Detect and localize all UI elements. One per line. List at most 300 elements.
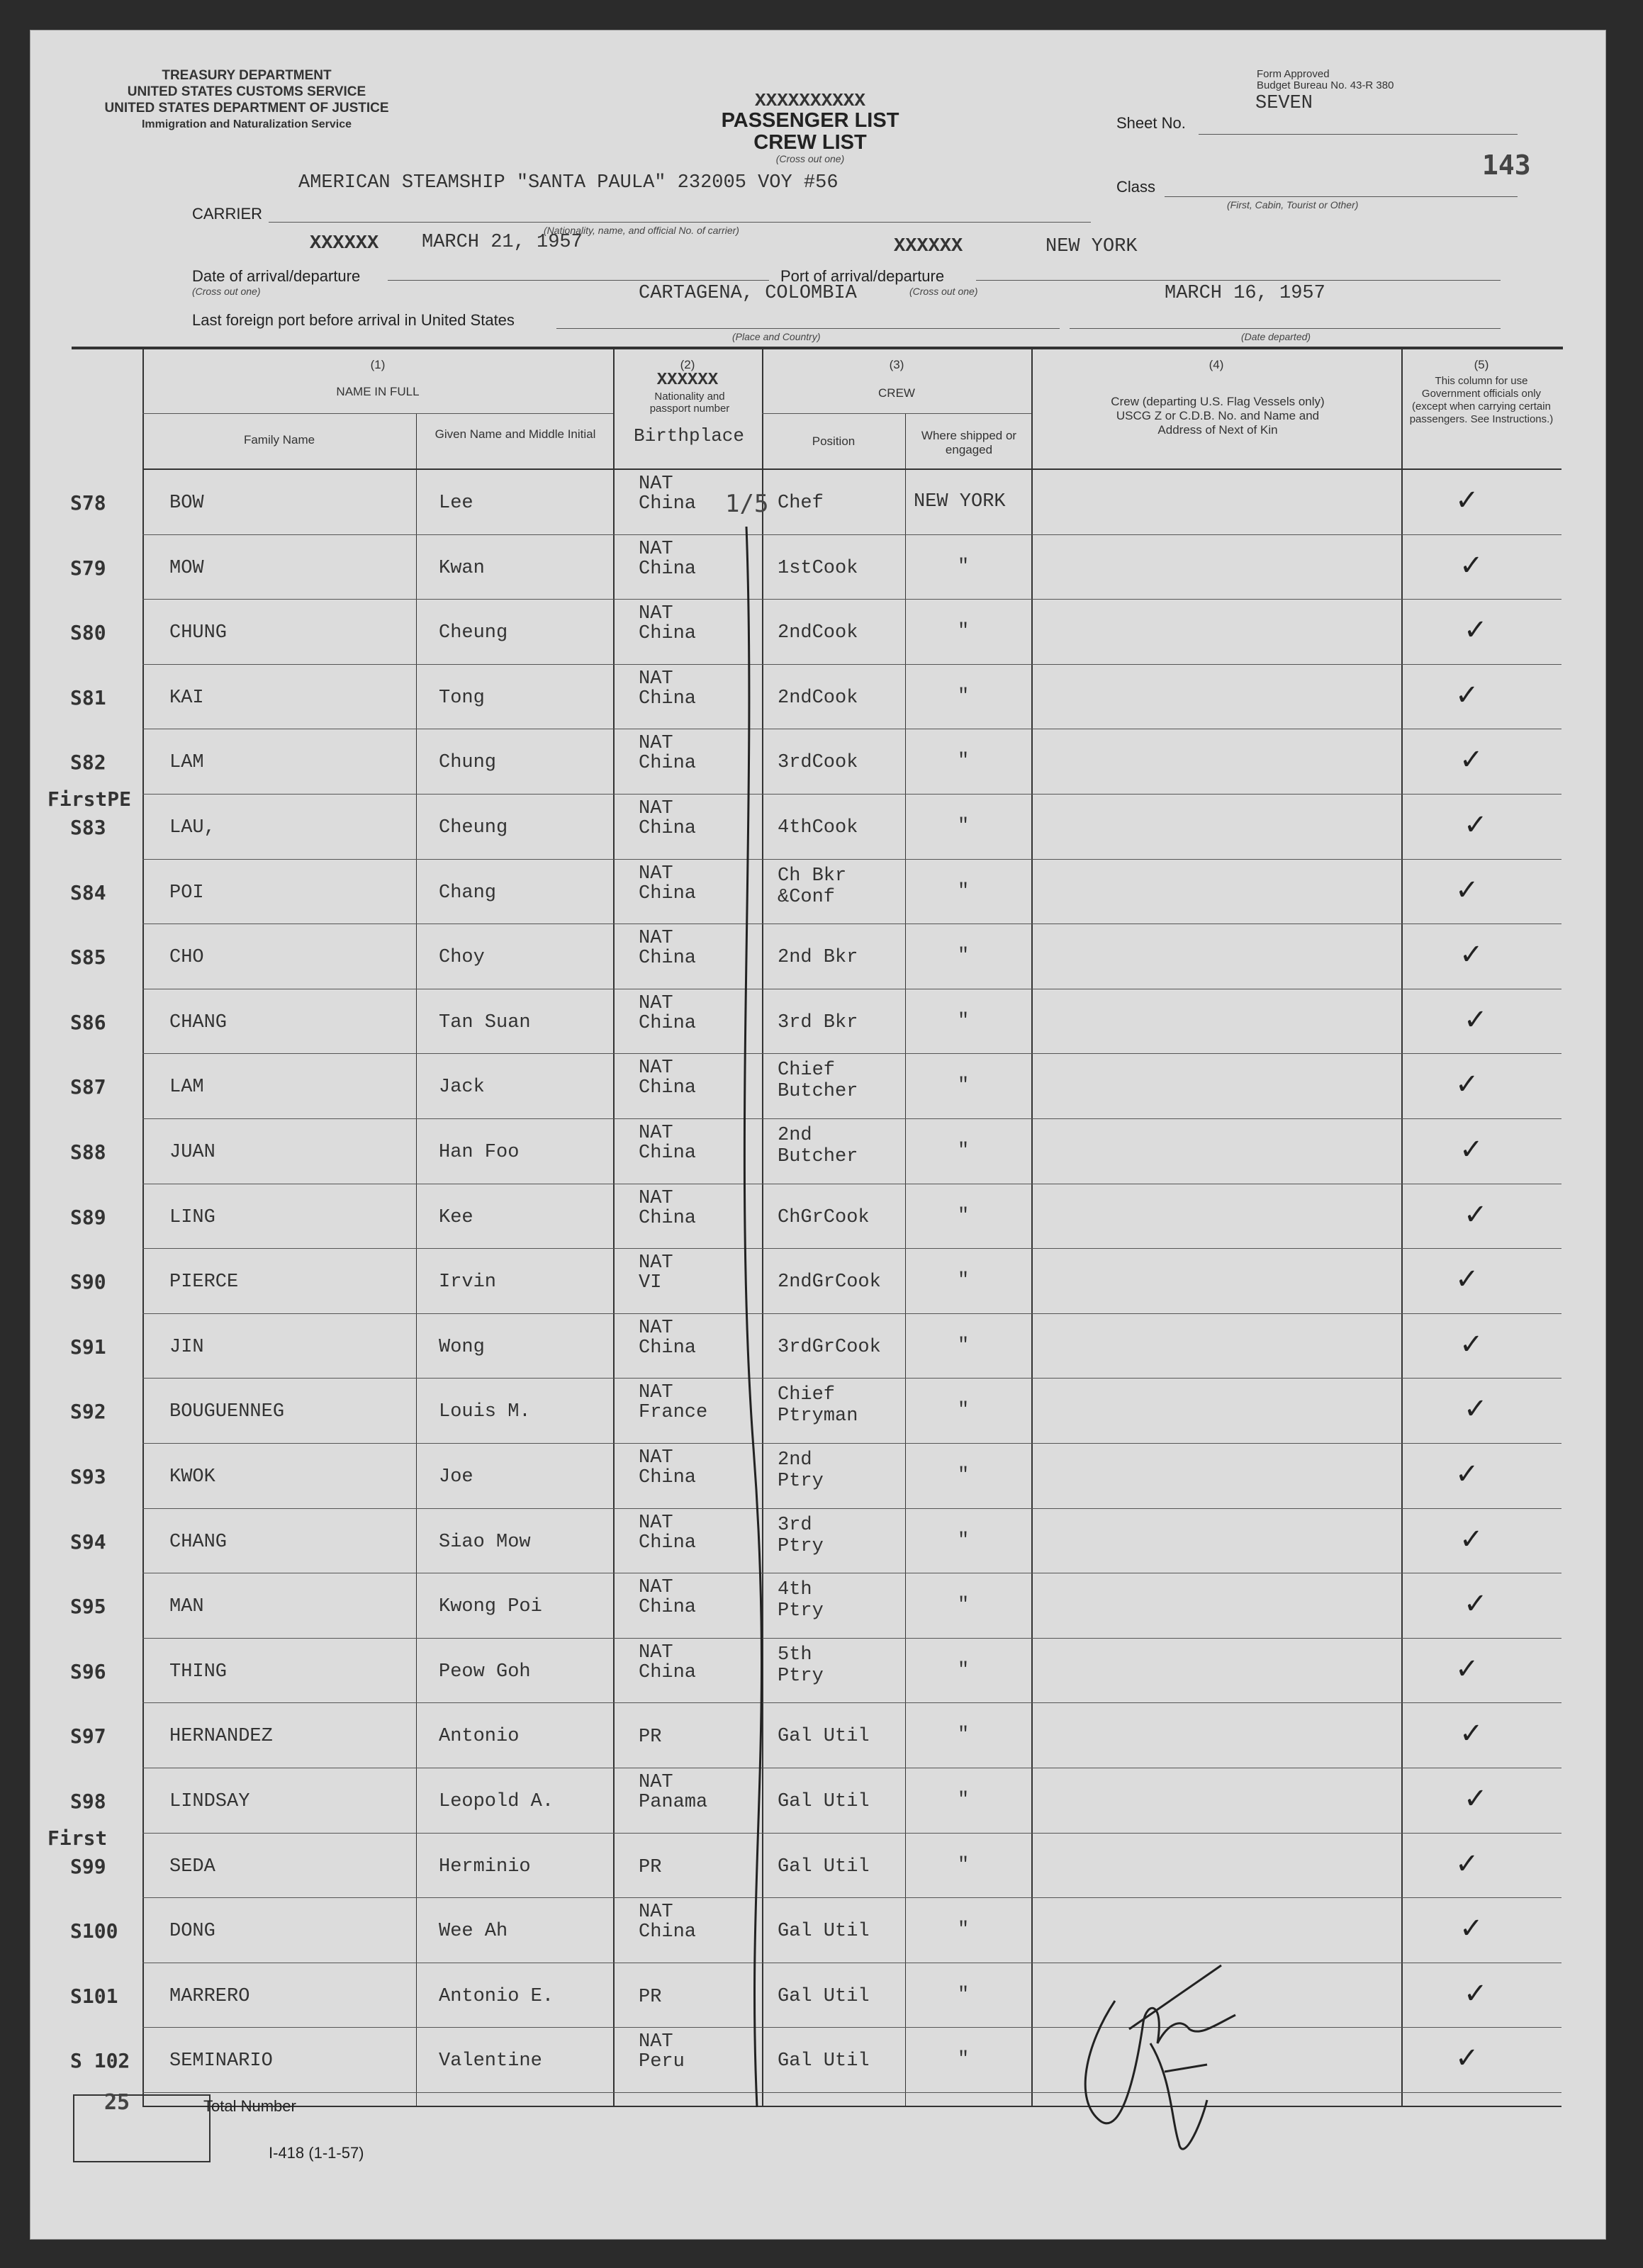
given-name: Wee Ah <box>439 1921 508 1943</box>
given-name: Antonio <box>439 1726 520 1748</box>
shipped-at: " <box>958 751 970 773</box>
col3b-title: Where shipped or engaged <box>921 429 1017 456</box>
position-line1: 3rdGrCook <box>778 1336 881 1358</box>
shipped-at: " <box>958 1854 970 1876</box>
margin-note: 1/5 <box>725 490 769 518</box>
row-number: S96 <box>70 1659 106 1683</box>
check-mark: ✓ <box>1455 678 1479 712</box>
form-type-note: (Cross out one) <box>775 153 845 164</box>
check-mark: ✓ <box>1464 1198 1488 1231</box>
family-name: PIERCE <box>169 1271 239 1293</box>
nationality-line2: PR <box>639 1856 662 1878</box>
position-line1: 3rd Bkr <box>778 1011 858 1033</box>
check-mark: ✓ <box>1464 1783 1488 1815</box>
nationality-line2: China <box>639 687 697 709</box>
position-line1: 2ndGrCook <box>778 1271 881 1293</box>
port-note: (Cross out one) <box>909 286 978 297</box>
check-mark: ✓ <box>1459 1717 1484 1751</box>
table-row <box>30 1444 1605 1509</box>
table-row <box>30 1573 1605 1639</box>
row-number: S93 <box>70 1465 106 1488</box>
check-mark: ✓ <box>1455 1458 1479 1491</box>
position-line1: 3rdCook <box>778 752 858 774</box>
row-number: S82 <box>70 751 106 775</box>
nationality-line2: China <box>639 1661 697 1683</box>
table-row <box>30 1054 1605 1119</box>
position-line1: 5th <box>778 1644 812 1666</box>
table-row <box>30 1898 1605 1963</box>
row-number: S99 <box>70 1854 106 1878</box>
check-mark: ✓ <box>1464 1003 1488 1036</box>
sheet-rule <box>1199 134 1518 135</box>
position-line1: Chief <box>778 1384 836 1406</box>
given-name: Irvin <box>439 1271 497 1293</box>
nationality-line1: NAT <box>639 1382 673 1404</box>
nationality-line2: China <box>639 1921 697 1943</box>
class-note: (First, Cabin, Tourist or Other) <box>1227 199 1359 210</box>
family-name: DONG <box>169 1921 215 1943</box>
position-line1: Ch Bkr <box>778 865 847 887</box>
col2-birthplace: Birthplace <box>633 425 745 447</box>
shipped-at: " <box>958 1465 970 1486</box>
sheet-label: Sheet No. <box>1116 114 1186 132</box>
table-row <box>30 1509 1605 1574</box>
nationality-line1: NAT <box>639 1447 673 1469</box>
nationality-line2: China <box>639 493 697 515</box>
shipped-at: " <box>958 1724 970 1746</box>
given-name: Louis M. <box>439 1401 531 1423</box>
nationality-line2: China <box>639 1207 697 1229</box>
shipped-at: " <box>958 1529 970 1551</box>
check-mark: ✓ <box>1455 1652 1479 1685</box>
row-number: S98 <box>70 1790 106 1813</box>
form-approved <box>1257 69 1394 91</box>
nationality-line2: China <box>639 1012 697 1034</box>
col3a-title: Position <box>812 434 856 448</box>
position-line1: ChGrCook <box>778 1206 870 1228</box>
nationality-line2: Panama <box>639 1792 708 1813</box>
table-row <box>30 924 1605 989</box>
nationality-line1: NAT <box>639 798 673 819</box>
nationality-line2: Peru <box>639 2051 685 2073</box>
check-mark: ✓ <box>1459 1912 1484 1946</box>
date-departed-rule <box>1070 328 1501 329</box>
given-name: Cheung <box>439 817 508 838</box>
last-port-rule <box>556 328 1060 329</box>
position-line1: Gal Util <box>778 2050 870 2072</box>
position-line1: 2nd Bkr <box>778 947 858 969</box>
row-number: S100 <box>70 1919 118 1943</box>
row-number: S88 <box>70 1140 106 1164</box>
carrier-value: AMERICAN STEAMSHIP "SANTA PAULA" 232005 VOY #56 <box>298 172 839 193</box>
nationality-line2: China <box>639 1467 697 1488</box>
row-number: S95 <box>70 1595 106 1619</box>
shipped-at: " <box>958 1790 970 1811</box>
family-name: LAM <box>169 752 204 774</box>
row-number: S86 <box>70 1010 106 1034</box>
given-name: Valentine <box>439 2050 542 2072</box>
row-prefix: First <box>47 1826 108 1850</box>
shipped-at: " <box>958 685 970 707</box>
position-line1: Gal Util <box>778 1726 870 1748</box>
table-row <box>30 1249 1605 1314</box>
table-row <box>30 1119 1605 1184</box>
family-name: LAU, <box>169 817 215 838</box>
family-name: THING <box>169 1661 228 1683</box>
subhead-rule <box>142 413 613 414</box>
position-line1: 3rd <box>778 1514 812 1536</box>
shipped-at: " <box>958 621 970 643</box>
check-mark: ✓ <box>1464 809 1488 841</box>
nationality-line1: NAT <box>639 538 673 560</box>
given-name: Kee <box>439 1206 473 1228</box>
position-line2: Butcher <box>778 1146 858 1167</box>
nationality-line2: China <box>639 1532 697 1554</box>
family-name: JIN <box>169 1336 204 1358</box>
table-row <box>30 535 1605 600</box>
table-row <box>30 2028 1605 2093</box>
table-row <box>30 1314 1605 1379</box>
form-type-crew: CREW LIST <box>753 131 867 154</box>
page-number: 143 <box>1482 150 1531 181</box>
family-name: CHO <box>169 947 204 969</box>
table-bottom-rule <box>142 2106 1561 2107</box>
given-name: Siao Mow <box>439 1531 531 1553</box>
col4-title: Crew (departing U.S. Flag Vessels only) USCG Z or C.D.B. No. and Name and Address of Next of Kin <box>1111 395 1325 437</box>
col1-title: NAME IN FULL <box>336 385 420 398</box>
nationality-line1: NAT <box>639 668 673 690</box>
check-mark: ✓ <box>1464 614 1488 647</box>
given-name: Han Foo <box>439 1142 520 1163</box>
date-rule <box>388 280 769 281</box>
family-name: LING <box>169 1206 215 1228</box>
date-crossed: XXXXXX <box>310 233 379 254</box>
check-mark: ✓ <box>1455 1068 1479 1101</box>
date-label: Date of arrival/departure <box>192 267 361 285</box>
row-number: S 102 <box>70 2049 130 2073</box>
nationality-line2: France <box>639 1402 708 1424</box>
nationality-line2: VI <box>639 1272 662 1294</box>
shipped-at: " <box>958 1270 970 1292</box>
row-number: S101 <box>70 1984 118 2008</box>
row-number: S97 <box>70 1724 106 1748</box>
family-name: BOW <box>169 493 204 514</box>
table-row <box>30 729 1605 795</box>
class-label: Class <box>1116 178 1156 196</box>
check-mark: ✓ <box>1464 1588 1488 1621</box>
check-mark: ✓ <box>1459 549 1484 582</box>
position-line2: Ptry <box>778 1600 824 1622</box>
nationality-line1: NAT <box>639 928 673 950</box>
shipped-at: " <box>958 816 970 837</box>
nationality-line2: China <box>639 882 697 904</box>
given-name: Peow Goh <box>439 1661 531 1683</box>
position-line1: 1stCook <box>778 557 858 579</box>
check-mark: ✓ <box>1455 873 1479 906</box>
family-name: LAM <box>169 1077 204 1099</box>
position-line2: Ptry <box>778 1535 824 1557</box>
position-line1: Gal Util <box>778 1985 870 2007</box>
total-label: Total Number <box>203 2097 296 2115</box>
nationality-line1: NAT <box>639 1317 673 1339</box>
bracket-line <box>718 527 782 2114</box>
port-crossed: XXXXXX <box>894 236 963 257</box>
check-mark: ✓ <box>1455 2042 1479 2075</box>
nationality-line1: NAT <box>639 473 673 495</box>
family-name: CHANG <box>169 1011 228 1033</box>
check-mark: ✓ <box>1464 1977 1488 2010</box>
shipped-at: " <box>958 1595 970 1617</box>
given-name: Jack <box>439 1077 485 1099</box>
shipped-at: " <box>958 1075 970 1097</box>
row-prefix: FirstPE <box>47 787 132 811</box>
row-rule <box>142 2092 1561 2093</box>
given-name: Wong <box>439 1336 485 1358</box>
position-line2: Ptryman <box>778 1405 858 1427</box>
check-mark: ✓ <box>1455 1263 1479 1296</box>
shipped-at: " <box>958 556 970 578</box>
row-number: S91 <box>70 1335 106 1359</box>
port-rule <box>976 280 1501 281</box>
position-line2: &Conf <box>778 886 836 908</box>
given-name: Kwong Poi <box>439 1596 542 1618</box>
shipped-at: " <box>958 945 970 967</box>
row-number: S92 <box>70 1400 106 1424</box>
row-number: S80 <box>70 621 106 645</box>
nationality-line1: NAT <box>639 1577 673 1599</box>
date-departed-note: (Date departed) <box>1241 331 1311 342</box>
form-approved-label: Form Approved <box>1257 68 1330 80</box>
shipped-at: " <box>958 1335 970 1357</box>
check-mark: ✓ <box>1464 1393 1488 1426</box>
family-name: LINDSAY <box>169 1791 250 1812</box>
nationality-line1: NAT <box>639 1252 673 1274</box>
table-row <box>30 600 1605 665</box>
check-mark: ✓ <box>1459 743 1484 777</box>
position-line1: 2nd <box>778 1449 812 1471</box>
family-name: KAI <box>169 687 204 709</box>
col3-title: CREW <box>878 386 915 400</box>
form-type-crossed: XXXXXXXXXX <box>754 90 866 111</box>
agency-line: Immigration and Naturalization Service <box>141 118 352 130</box>
col1b-title: Given Name and Middle Initial <box>434 427 596 441</box>
col1-number: (1) <box>370 358 386 371</box>
check-mark: ✓ <box>1459 1522 1484 1556</box>
row-number: S94 <box>70 1529 106 1554</box>
shipped-at: " <box>958 1984 970 2006</box>
agency-line: TREASURY DEPARTMENT <box>162 68 332 83</box>
col1a-title: Family Name <box>243 433 315 447</box>
position-line2: Butcher <box>778 1081 858 1103</box>
nationality-line2: China <box>639 1337 697 1359</box>
table-row <box>30 665 1605 730</box>
table-row <box>30 860 1605 925</box>
family-name: POI <box>169 882 204 904</box>
shipped-at: " <box>958 1010 970 1032</box>
nationality-line2: China <box>639 753 697 775</box>
nationality-line2: China <box>639 818 697 839</box>
sheet-value: SEVEN <box>1255 93 1313 114</box>
col3-number: (3) <box>889 358 904 371</box>
form-type-passenger: PASSENGER LIST <box>721 109 899 132</box>
table-row <box>30 1379 1605 1444</box>
check-mark: ✓ <box>1455 1847 1479 1880</box>
nationality-line1: NAT <box>639 1123 673 1144</box>
col2-title: Nationality and passport number <box>649 391 730 415</box>
position-line2: Ptry <box>778 1471 824 1492</box>
given-name: Choy <box>439 947 485 969</box>
nationality-line1: NAT <box>639 733 673 755</box>
given-name: Kwan <box>439 557 485 579</box>
shipped-at: " <box>958 1400 970 1422</box>
total-value: 25 <box>104 2090 130 2115</box>
carrier-rule <box>269 222 1091 223</box>
family-name: KWOK <box>169 1466 215 1488</box>
row-number: S89 <box>70 1205 106 1229</box>
family-name: MARRERO <box>169 1985 250 2007</box>
nationality-line1: NAT <box>639 1512 673 1534</box>
family-name: JUAN <box>169 1142 215 1163</box>
row-number: S78 <box>70 491 106 515</box>
nationality-line2: China <box>639 1143 697 1164</box>
date-departed-value: MARCH 16, 1957 <box>1165 283 1325 304</box>
last-port-value: CARTAGENA, COLOMBIA <box>639 283 857 304</box>
shipped-at: " <box>958 1140 970 1162</box>
total-box <box>73 2094 211 2162</box>
nationality-line2: China <box>639 623 697 645</box>
agency-line: UNITED STATES DEPARTMENT OF JUSTICE <box>104 101 389 116</box>
nationality-line2: China <box>639 1077 697 1099</box>
given-name: Herminio <box>439 1856 531 1877</box>
last-port-label: Last foreign port before arrival in United States <box>192 311 515 329</box>
position-line1: Chief <box>778 1060 836 1082</box>
given-name: Leopold A. <box>439 1791 554 1812</box>
position-line1: Gal Util <box>778 1856 870 1877</box>
col2-crossed: XXXXXX <box>656 371 719 390</box>
nationality-line2: PR <box>639 1986 662 2008</box>
position-line1: 4thCook <box>778 817 858 838</box>
signature-mark <box>1058 1958 1285 2178</box>
check-mark: ✓ <box>1455 484 1479 517</box>
check-mark: ✓ <box>1459 1327 1484 1361</box>
family-name: MOW <box>169 557 204 579</box>
nationality-line2: China <box>639 948 697 970</box>
nationality-line2: China <box>639 558 697 580</box>
position-line2: Ptry <box>778 1665 824 1687</box>
family-name: BOUGUENNEG <box>169 1401 285 1423</box>
table-row <box>30 1184 1605 1250</box>
row-number: S83 <box>70 816 106 839</box>
nationality-line1: NAT <box>639 1772 673 1793</box>
table-row <box>30 1639 1605 1704</box>
class-rule <box>1165 196 1518 197</box>
nationality-line2: PR <box>639 1727 662 1748</box>
position-line1: 4th <box>778 1579 812 1601</box>
agency-line: UNITED STATES CUSTOMS SERVICE <box>127 84 366 99</box>
table-row <box>30 1826 1605 1899</box>
row-number: S87 <box>70 1075 106 1099</box>
given-name: Joe <box>439 1466 473 1488</box>
table-top-rule <box>72 347 1563 349</box>
family-name: MAN <box>169 1596 204 1618</box>
crew-list-form <box>30 30 1606 2240</box>
shipped-at: " <box>958 2049 970 2071</box>
position-line1: Gal Util <box>778 1791 870 1812</box>
shipped-at: " <box>958 1205 970 1227</box>
table-row <box>30 1768 1605 1834</box>
row-number: S84 <box>70 880 106 904</box>
given-name: Cheung <box>439 622 508 644</box>
family-name: CHUNG <box>169 622 228 644</box>
family-name: HERNANDEZ <box>169 1726 273 1748</box>
col5-title: This column for use Government officials only (except when carrying certain passengers. See Instructions.) <box>1409 375 1554 425</box>
row-number: S90 <box>70 1270 106 1294</box>
position-line1: Gal Util <box>778 1921 870 1943</box>
port-label: Port of arrival/departure <box>780 267 945 285</box>
col5-number: (5) <box>1474 358 1489 371</box>
family-name: SEMINARIO <box>169 2050 273 2072</box>
last-port-note: (Place and Country) <box>732 331 821 342</box>
form-type-block <box>668 91 952 164</box>
date-value: MARCH 21, 1957 <box>422 232 583 253</box>
shipped-at: NEW YORK <box>914 491 1006 512</box>
given-name: Chang <box>439 882 497 904</box>
carrier-label: CARRIER <box>192 205 263 223</box>
nationality-line1: NAT <box>639 1057 673 1079</box>
form-number: I-418 (1-1-57) <box>269 2144 364 2162</box>
nationality-line1: NAT <box>639 603 673 625</box>
shipped-at: " <box>958 1919 970 1941</box>
agency-block <box>80 67 413 133</box>
row-number: S85 <box>70 945 106 970</box>
carrier-note: (Nationality, name, and official No. of carrier) <box>544 225 739 236</box>
table-row <box>30 787 1605 860</box>
given-name: Tong <box>439 687 485 709</box>
check-mark: ✓ <box>1459 938 1484 972</box>
table-row <box>30 989 1605 1055</box>
nationality-line2: China <box>639 1597 697 1619</box>
port-value: NEW YORK <box>1045 236 1138 257</box>
given-name: Chung <box>439 752 497 774</box>
family-name: CHANG <box>169 1531 228 1553</box>
position-line1: Chef <box>778 493 824 514</box>
given-name: Lee <box>439 493 473 514</box>
nationality-line1: NAT <box>639 1187 673 1209</box>
table-row <box>30 1963 1605 2028</box>
row-number: S81 <box>70 685 106 709</box>
col2-number: (2) <box>680 358 695 371</box>
table-row <box>30 1703 1605 1768</box>
given-name: Tan Suan <box>439 1011 531 1033</box>
position-line1: 2ndCook <box>778 622 858 644</box>
subhead-rule <box>762 413 1031 414</box>
nationality-line1: NAT <box>639 1902 673 1924</box>
col4-number: (4) <box>1209 358 1224 371</box>
shipped-at: " <box>958 1659 970 1681</box>
nationality-line1: NAT <box>639 992 673 1014</box>
family-name: SEDA <box>169 1856 215 1877</box>
given-name: Antonio E. <box>439 1985 554 2007</box>
nationality-line1: NAT <box>639 863 673 885</box>
nationality-line1: NAT <box>639 1641 673 1663</box>
position-line1: 2nd <box>778 1125 812 1146</box>
table-row <box>30 470 1605 535</box>
budget-bureau: Budget Bureau No. 43-R 380 <box>1257 79 1394 91</box>
shipped-at: " <box>958 880 970 902</box>
position-line1: 2ndCook <box>778 687 858 709</box>
check-mark: ✓ <box>1459 1133 1484 1166</box>
nationality-line1: NAT <box>639 2031 673 2053</box>
